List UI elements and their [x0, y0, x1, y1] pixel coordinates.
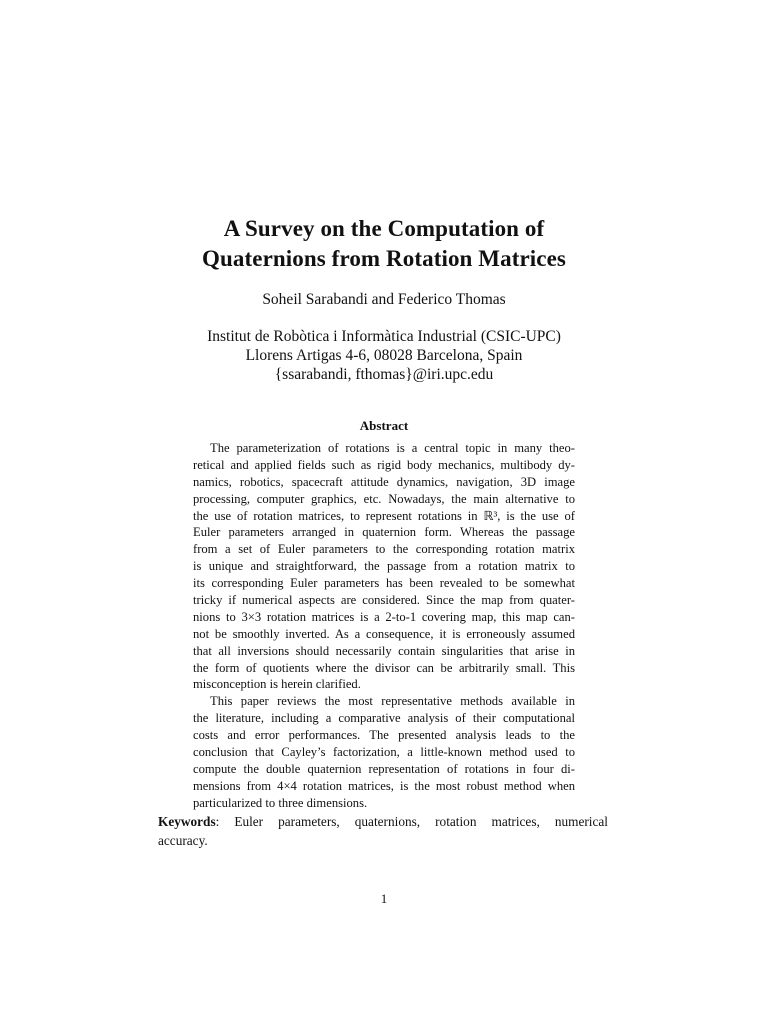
abstract-line: is unique and straightforward, the passage from a rotation matrix to [193, 559, 575, 574]
abstract-heading: Abstract [359, 418, 409, 433]
affiliation-emails: {ssarabandi, fthomas}@iri.upc.edu [274, 366, 494, 383]
abstract-line: retical and applied fields such as rigid body mechanics, multibody dy- [193, 457, 575, 472]
abstract-line: tricky if numerical aspects are considered. Since the map from quater- [193, 593, 575, 608]
paper-authors: Soheil Sarabandi and Federico Thomas [262, 291, 506, 308]
abstract-line: particularized to three dimensions. [193, 795, 368, 810]
abstract-line: the use of rotation matrices, to represent rotations in ℝ³, is the use of [193, 508, 575, 523]
abstract-line: costs and error performances. The presented analysis leads to the [193, 728, 575, 743]
abstract-line: the literature, including a comparative analysis of their computational [193, 711, 575, 726]
abstract-body [193, 440, 575, 812]
abstract-line: conclusion that Cayley’s factorization, a little-known method used to [193, 745, 575, 760]
title-line-1: A Survey on the Computation of [223, 216, 545, 241]
keywords-section [158, 812, 608, 850]
abstract-line: This paper reviews the most representative methods available in [210, 694, 575, 709]
abstract-line: mensions from 4×4 rotation matrices, is the most robust method when [193, 778, 575, 793]
affiliation-institute: Institut de Robòtica i Informàtica Industrial (CSIC-UPC) [207, 328, 561, 345]
abstract-line: compute the double quaternion representation of rotations in four di- [193, 761, 575, 776]
title-line-2: Quaternions from Rotation Matrices [202, 246, 566, 271]
paper-affiliation [0, 327, 768, 384]
abstract-line: not be smoothly inverted. As a consequence, it is erroneously assumed [193, 626, 575, 641]
abstract-line: namics, robotics, spacecraft attitude dynamics, navigation, 3D image [193, 474, 575, 489]
keywords-line-2: accuracy. [158, 833, 208, 848]
abstract-line: from a set of Euler parameters to the corresponding rotation matrix [193, 542, 575, 557]
paper-title [0, 214, 768, 274]
abstract-line: Euler parameters arranged in quaternion form. Whereas the passage [193, 525, 575, 540]
page-number: 1 [380, 891, 388, 906]
abstract-line: processing, computer graphics, etc. Nowadays, the main alternative to [193, 491, 575, 506]
keywords-label: Keywords [158, 814, 216, 829]
affiliation-address: Llorens Artigas 4-6, 08028 Barcelona, Spain [245, 347, 523, 364]
abstract-line: that all inversions should necessarily contain singularities that arise in [193, 643, 575, 658]
abstract-line: the form of quotients where the divisor can be arbitrarily small. This [193, 660, 575, 675]
abstract-line: nions to 3×3 rotation matrices is a 2-to-1 covering map, this map can- [193, 609, 575, 624]
keywords-line-1 [158, 812, 608, 831]
abstract-line: misconception is herein clarified. [193, 677, 361, 692]
abstract-line: its corresponding Euler parameters has been revealed to be somewhat [193, 576, 575, 591]
abstract-line: The parameterization of rotations is a central topic in many theo- [210, 441, 575, 455]
keywords-text: : Euler parameters, quaternions, rotation matrices, numerical [215, 814, 608, 829]
